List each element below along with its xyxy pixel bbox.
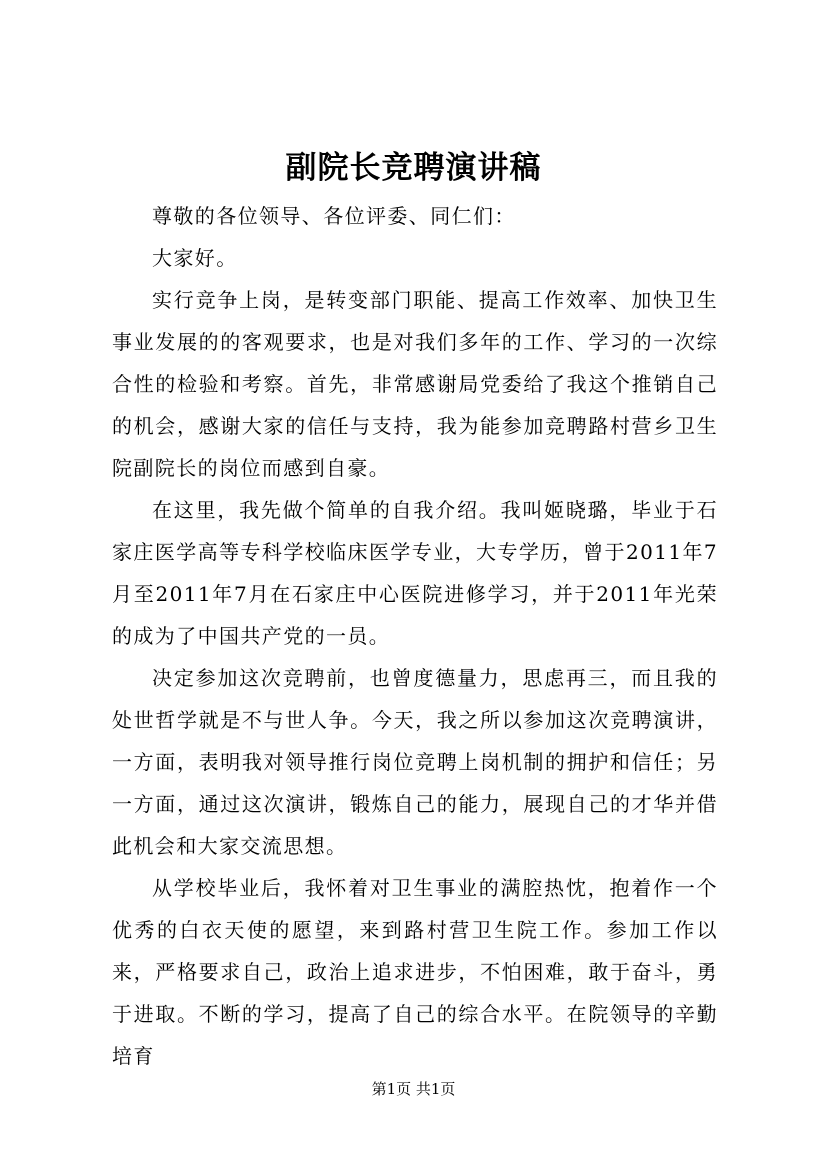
body-paragraph: 实行竞争上岗，是转变部门职能、提高工作效率、加快卫生事业发展的的客观要求，也是对我们多年的工作、学习的一次综合性的检验和考察。首先，非常感谢局党委给了我这个推销自己的机会，感谢大家的信任与支持，我为能参加竞聘路村营乡卫生院副院长的岗位而感到自豪。 — [112, 288, 718, 480]
salutation-paragraph: 尊敬的各位领导、各位评委、同仁们： — [152, 204, 516, 228]
body-paragraph: 决定参加这次竞聘前，也曾度德量力，思虑再三，而且我的处世哲学就是不与世人争。今天，我之所以参加这次竞聘演讲，一方面，表明我对领导推行岗位竞聘上岗机制的拥护和信任；另一方面，通过这次演讲，锻炼自己的能力，展现自己的才华并借此机会和大家交流思想。 — [112, 666, 718, 858]
greeting-paragraph: 大家好。 — [152, 246, 238, 270]
body-paragraph: 在这里，我先做个简单的自我介绍。我叫姬晓璐，毕业于石家庄医学高等专科学校临床医学专业，大专学历，曾于2011年7月至2011年7月在石家庄中心医院进修学习，并于2011年光荣的成为了中国共产党的一员。 — [112, 498, 718, 648]
body-paragraph: 从学校毕业后，我怀着对卫生事业的满腔热忱，抱着作一个优秀的白衣天使的愿望，来到路村营卫生院工作。参加工作以来，严格要求自己，政治上追求进步，不怕困难，敢于奋斗，勇于进取。不断的学习，提高了自己的综合水平。在院领导的辛勤培育 — [112, 876, 718, 1068]
page-footer: 第1页 共1页 — [371, 1080, 456, 1098]
document-body — [112, 195, 718, 1077]
document-title: 副院长竞聘演讲稿 — [285, 150, 542, 186]
